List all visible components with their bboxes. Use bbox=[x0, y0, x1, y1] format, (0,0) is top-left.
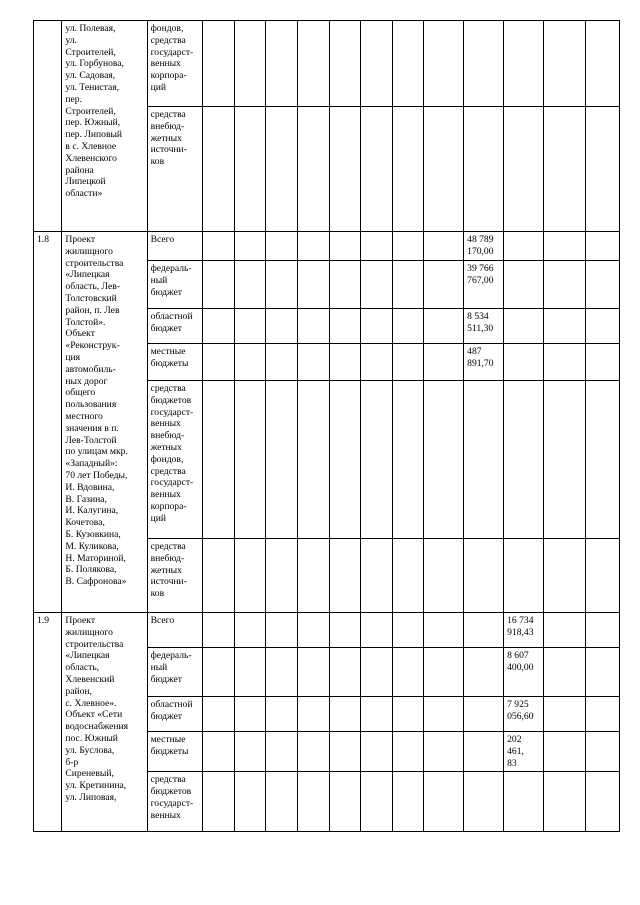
empty-cell bbox=[266, 648, 298, 697]
empty-cell bbox=[544, 539, 586, 613]
empty-cell bbox=[203, 261, 235, 309]
financing-table bbox=[33, 20, 620, 832]
empty-cell bbox=[203, 107, 235, 232]
empty-cell bbox=[234, 648, 266, 697]
empty-cell bbox=[234, 381, 266, 539]
funding-source-cell: местные бюджеты bbox=[147, 344, 203, 381]
empty-cell bbox=[297, 309, 329, 344]
empty-cell bbox=[361, 261, 393, 309]
empty-cell bbox=[544, 309, 586, 344]
empty-cell bbox=[297, 344, 329, 381]
empty-cell bbox=[586, 21, 620, 107]
amount-cell: 202 461, 83 bbox=[504, 732, 544, 772]
empty-cell bbox=[586, 772, 620, 832]
empty-cell bbox=[392, 772, 424, 832]
empty-cell bbox=[424, 697, 464, 732]
empty-cell bbox=[329, 381, 361, 539]
empty-cell bbox=[329, 309, 361, 344]
funding-source-cell: федераль- ный бюджет bbox=[147, 261, 203, 309]
empty-cell bbox=[234, 613, 266, 648]
empty-cell bbox=[586, 539, 620, 613]
empty-cell bbox=[586, 697, 620, 732]
empty-cell bbox=[297, 539, 329, 613]
empty-cell bbox=[329, 732, 361, 772]
empty-cell bbox=[297, 381, 329, 539]
amount-cell bbox=[504, 381, 544, 539]
empty-cell bbox=[203, 539, 235, 613]
amount-cell: 487 891,70 bbox=[464, 344, 504, 381]
empty-cell bbox=[266, 232, 298, 261]
empty-cell bbox=[203, 697, 235, 732]
empty-cell bbox=[424, 613, 464, 648]
empty-cell bbox=[361, 732, 393, 772]
empty-cell bbox=[544, 697, 586, 732]
empty-cell bbox=[586, 613, 620, 648]
empty-cell bbox=[544, 232, 586, 261]
table-row bbox=[34, 613, 620, 648]
empty-cell bbox=[392, 232, 424, 261]
empty-cell bbox=[234, 697, 266, 732]
empty-cell bbox=[544, 732, 586, 772]
funding-source-cell: средства внебюд- жетных источни- ков bbox=[147, 107, 203, 232]
empty-cell bbox=[297, 261, 329, 309]
empty-cell bbox=[329, 232, 361, 261]
empty-cell bbox=[361, 309, 393, 344]
funding-source-cell: Всего bbox=[147, 232, 203, 261]
empty-cell bbox=[544, 21, 586, 107]
empty-cell bbox=[234, 539, 266, 613]
amount-cell: 48 789 170,00 bbox=[464, 232, 504, 261]
empty-cell bbox=[424, 232, 464, 261]
empty-cell bbox=[586, 344, 620, 381]
empty-cell bbox=[392, 344, 424, 381]
empty-cell bbox=[234, 232, 266, 261]
empty-cell bbox=[361, 21, 393, 107]
empty-cell bbox=[544, 344, 586, 381]
funding-source-cell: средства внебюд- жетных источни- ков bbox=[147, 539, 203, 613]
empty-cell bbox=[361, 697, 393, 732]
funding-source-cell: Всего bbox=[147, 613, 203, 648]
amount-cell bbox=[464, 732, 504, 772]
empty-cell bbox=[234, 21, 266, 107]
amount-cell bbox=[464, 381, 504, 539]
funding-source-cell: областной бюджет bbox=[147, 697, 203, 732]
empty-cell bbox=[586, 648, 620, 697]
empty-cell bbox=[203, 732, 235, 772]
empty-cell bbox=[392, 613, 424, 648]
empty-cell bbox=[203, 309, 235, 344]
empty-cell bbox=[392, 697, 424, 732]
table-row bbox=[34, 21, 620, 107]
empty-cell bbox=[329, 772, 361, 832]
empty-cell bbox=[266, 309, 298, 344]
amount-cell: 39 766 767,00 bbox=[464, 261, 504, 309]
empty-cell bbox=[329, 648, 361, 697]
amount-cell bbox=[464, 539, 504, 613]
empty-cell bbox=[234, 309, 266, 344]
amount-cell: 7 925 056,60 bbox=[504, 697, 544, 732]
project-description-cell: Проект жилищного строительства «Липецкая область, Лев- Толстовский район, п. Лев Толстой». Объект «Реконструк- ция автомобиль- ных дорог общего пользования местного значения в п. Лев-Толстой по улицам мкр. «Западный»: 70 лет Победы, И. Вдовина, В. Газина, И. Калугина, Кочетова, Б. Кузовкина, М. Куликова, Н. Маториной, Б. Полякова, В. Сафронова» bbox=[62, 232, 147, 613]
empty-cell bbox=[392, 648, 424, 697]
empty-cell bbox=[297, 772, 329, 832]
empty-cell bbox=[203, 21, 235, 107]
empty-cell bbox=[424, 107, 464, 232]
empty-cell bbox=[297, 21, 329, 107]
empty-cell bbox=[266, 732, 298, 772]
amount-cell: 16 734 918,43 bbox=[504, 613, 544, 648]
empty-cell bbox=[424, 381, 464, 539]
empty-cell bbox=[203, 381, 235, 539]
empty-cell bbox=[544, 772, 586, 832]
empty-cell bbox=[329, 261, 361, 309]
funding-source-cell: местные бюджеты bbox=[147, 732, 203, 772]
empty-cell bbox=[361, 613, 393, 648]
empty-cell bbox=[266, 21, 298, 107]
empty-cell bbox=[392, 107, 424, 232]
empty-cell bbox=[586, 381, 620, 539]
empty-cell bbox=[424, 648, 464, 697]
empty-cell bbox=[544, 648, 586, 697]
empty-cell bbox=[203, 772, 235, 832]
empty-cell bbox=[329, 539, 361, 613]
empty-cell bbox=[329, 697, 361, 732]
amount-cell bbox=[464, 613, 504, 648]
empty-cell bbox=[297, 697, 329, 732]
empty-cell bbox=[203, 344, 235, 381]
amount-cell bbox=[464, 648, 504, 697]
funding-source-cell: средства бюджетов государст- венных внебюд- жетных фондов, средства государст- венных корпора- ций bbox=[147, 381, 203, 539]
empty-cell bbox=[266, 772, 298, 832]
financing-table-body bbox=[34, 21, 620, 832]
project-description-cell: Проект жилищного строительства «Липецкая область, Хлевенский район, с. Хлевное». Объект «Сети водоснабжения пос. Южный ул. Буслова, б-р Сиреневый, ул. Кретинина, ул. Липовая, bbox=[62, 613, 147, 832]
amount-cell: 8 534 511,30 bbox=[464, 309, 504, 344]
empty-cell bbox=[361, 648, 393, 697]
empty-cell bbox=[234, 261, 266, 309]
empty-cell bbox=[297, 613, 329, 648]
funding-source-cell: фондов, средства государст- венных корпора- ций bbox=[147, 21, 203, 107]
item-number-cell bbox=[34, 21, 62, 232]
empty-cell bbox=[392, 732, 424, 772]
empty-cell bbox=[586, 309, 620, 344]
item-number-cell: 1.9 bbox=[34, 613, 62, 832]
amount-cell bbox=[504, 232, 544, 261]
empty-cell bbox=[266, 381, 298, 539]
empty-cell bbox=[544, 613, 586, 648]
empty-cell bbox=[586, 232, 620, 261]
amount-cell: 8 607 400,00 bbox=[504, 648, 544, 697]
empty-cell bbox=[424, 772, 464, 832]
empty-cell bbox=[392, 539, 424, 613]
empty-cell bbox=[234, 732, 266, 772]
empty-cell bbox=[329, 344, 361, 381]
empty-cell bbox=[392, 309, 424, 344]
funding-source-cell: областной бюджет bbox=[147, 309, 203, 344]
empty-cell bbox=[297, 732, 329, 772]
empty-cell bbox=[203, 648, 235, 697]
amount-cell bbox=[504, 309, 544, 344]
empty-cell bbox=[586, 732, 620, 772]
empty-cell bbox=[424, 344, 464, 381]
empty-cell bbox=[586, 261, 620, 309]
empty-cell bbox=[266, 613, 298, 648]
amount-cell bbox=[464, 21, 504, 107]
amount-cell bbox=[464, 697, 504, 732]
empty-cell bbox=[361, 344, 393, 381]
empty-cell bbox=[361, 381, 393, 539]
empty-cell bbox=[266, 539, 298, 613]
empty-cell bbox=[392, 21, 424, 107]
empty-cell bbox=[329, 21, 361, 107]
empty-cell bbox=[361, 107, 393, 232]
empty-cell bbox=[297, 107, 329, 232]
empty-cell bbox=[266, 344, 298, 381]
empty-cell bbox=[424, 539, 464, 613]
table-row bbox=[34, 232, 620, 261]
empty-cell bbox=[544, 381, 586, 539]
empty-cell bbox=[424, 732, 464, 772]
empty-cell bbox=[266, 107, 298, 232]
empty-cell bbox=[392, 261, 424, 309]
amount-cell bbox=[504, 107, 544, 232]
empty-cell bbox=[203, 232, 235, 261]
empty-cell bbox=[361, 772, 393, 832]
amount-cell bbox=[504, 21, 544, 107]
empty-cell bbox=[234, 344, 266, 381]
funding-source-cell: средства бюджетов государст- венных bbox=[147, 772, 203, 832]
empty-cell bbox=[544, 107, 586, 232]
funding-source-cell: федераль- ный бюджет bbox=[147, 648, 203, 697]
project-description-cell: ул. Полевая, ул. Строителей, ул. Горбунова, ул. Садовая, ул. Тенистая, пер. Строителей, пер. Южный, пер. Липовый в с. Хлевное Хлевенского района Липецкой области» bbox=[62, 21, 147, 232]
empty-cell bbox=[203, 613, 235, 648]
empty-cell bbox=[424, 261, 464, 309]
empty-cell bbox=[266, 697, 298, 732]
empty-cell bbox=[424, 21, 464, 107]
amount-cell bbox=[504, 344, 544, 381]
empty-cell bbox=[266, 261, 298, 309]
empty-cell bbox=[586, 107, 620, 232]
amount-cell bbox=[464, 107, 504, 232]
amount-cell bbox=[504, 772, 544, 832]
empty-cell bbox=[234, 772, 266, 832]
empty-cell bbox=[297, 232, 329, 261]
empty-cell bbox=[329, 107, 361, 232]
item-number-cell: 1.8 bbox=[34, 232, 62, 613]
empty-cell bbox=[424, 309, 464, 344]
empty-cell bbox=[297, 648, 329, 697]
empty-cell bbox=[329, 613, 361, 648]
amount-cell bbox=[504, 539, 544, 613]
empty-cell bbox=[234, 107, 266, 232]
empty-cell bbox=[361, 539, 393, 613]
empty-cell bbox=[544, 261, 586, 309]
empty-cell bbox=[361, 232, 393, 261]
empty-cell bbox=[392, 381, 424, 539]
amount-cell bbox=[504, 261, 544, 309]
amount-cell bbox=[464, 772, 504, 832]
